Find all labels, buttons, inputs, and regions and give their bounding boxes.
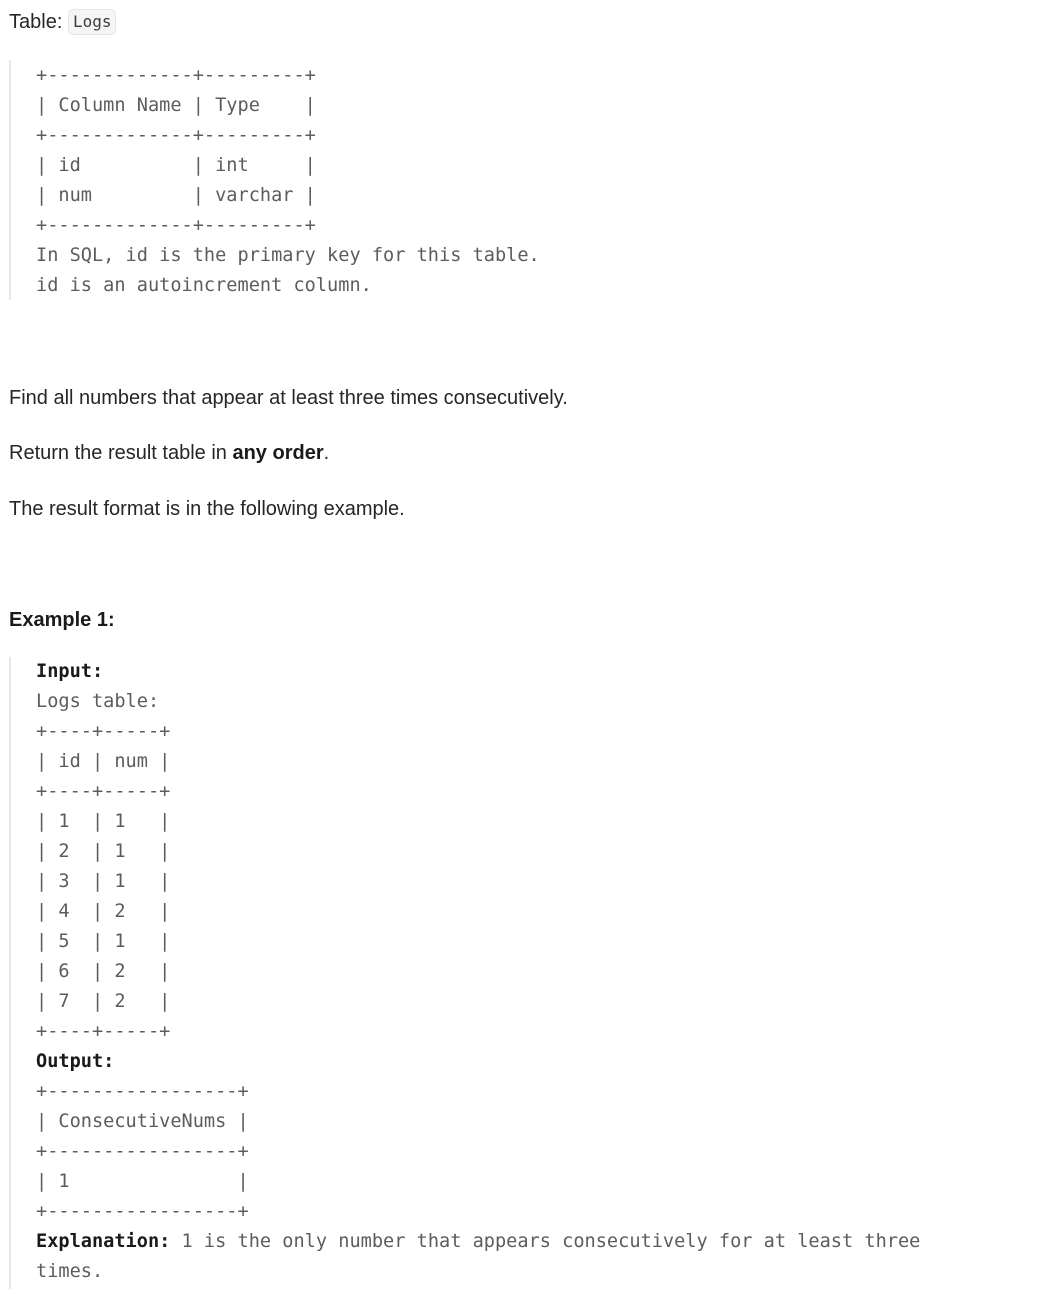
input-label: Input: (36, 661, 104, 682)
format-note: The result format is in the following example. (9, 498, 405, 520)
input-table: Logs table: +----+-----+ | id | num | +----+-----+ | 1 | 1 | | 2 | 1 | | 3 | 1 | | 4 | 2 | | 5 | 1 | | 6 | 2 | | 7 | 2 | +----+-----+ (36, 691, 171, 1042)
example-text (36, 657, 920, 1287)
schema-text: +-------------+---------+ | Column Name | Type | +-------------+---------+ | id | int | | num | varchar | +-------------+---------+ In SQL, id is the primary key for this table. id is an autoincrement column. (36, 65, 540, 296)
order-statement (9, 439, 329, 467)
order-suffix: . (323, 442, 330, 464)
order-emphasis: any order (232, 442, 324, 464)
order-prefix: Return the result table in (9, 442, 233, 464)
task-statement: Find all numbers that appear at least three times consecutively. (9, 387, 568, 409)
output-table: +-----------------+ | ConsecutiveNums | +-----------------+ | 1 | +-----------------+ (36, 1081, 249, 1222)
example-title: Example 1: (9, 609, 115, 631)
output-label: Output: (36, 1051, 115, 1072)
schema-block (9, 60, 540, 300)
explanation-text: 1 is the only number that appears consecutively for at least three times. (36, 1231, 921, 1282)
table-intro (9, 8, 116, 36)
table-name-code: Logs (68, 9, 117, 35)
example-block (9, 657, 920, 1289)
table-intro-label: Table: (9, 11, 68, 33)
explanation-label: Explanation: (36, 1231, 171, 1252)
